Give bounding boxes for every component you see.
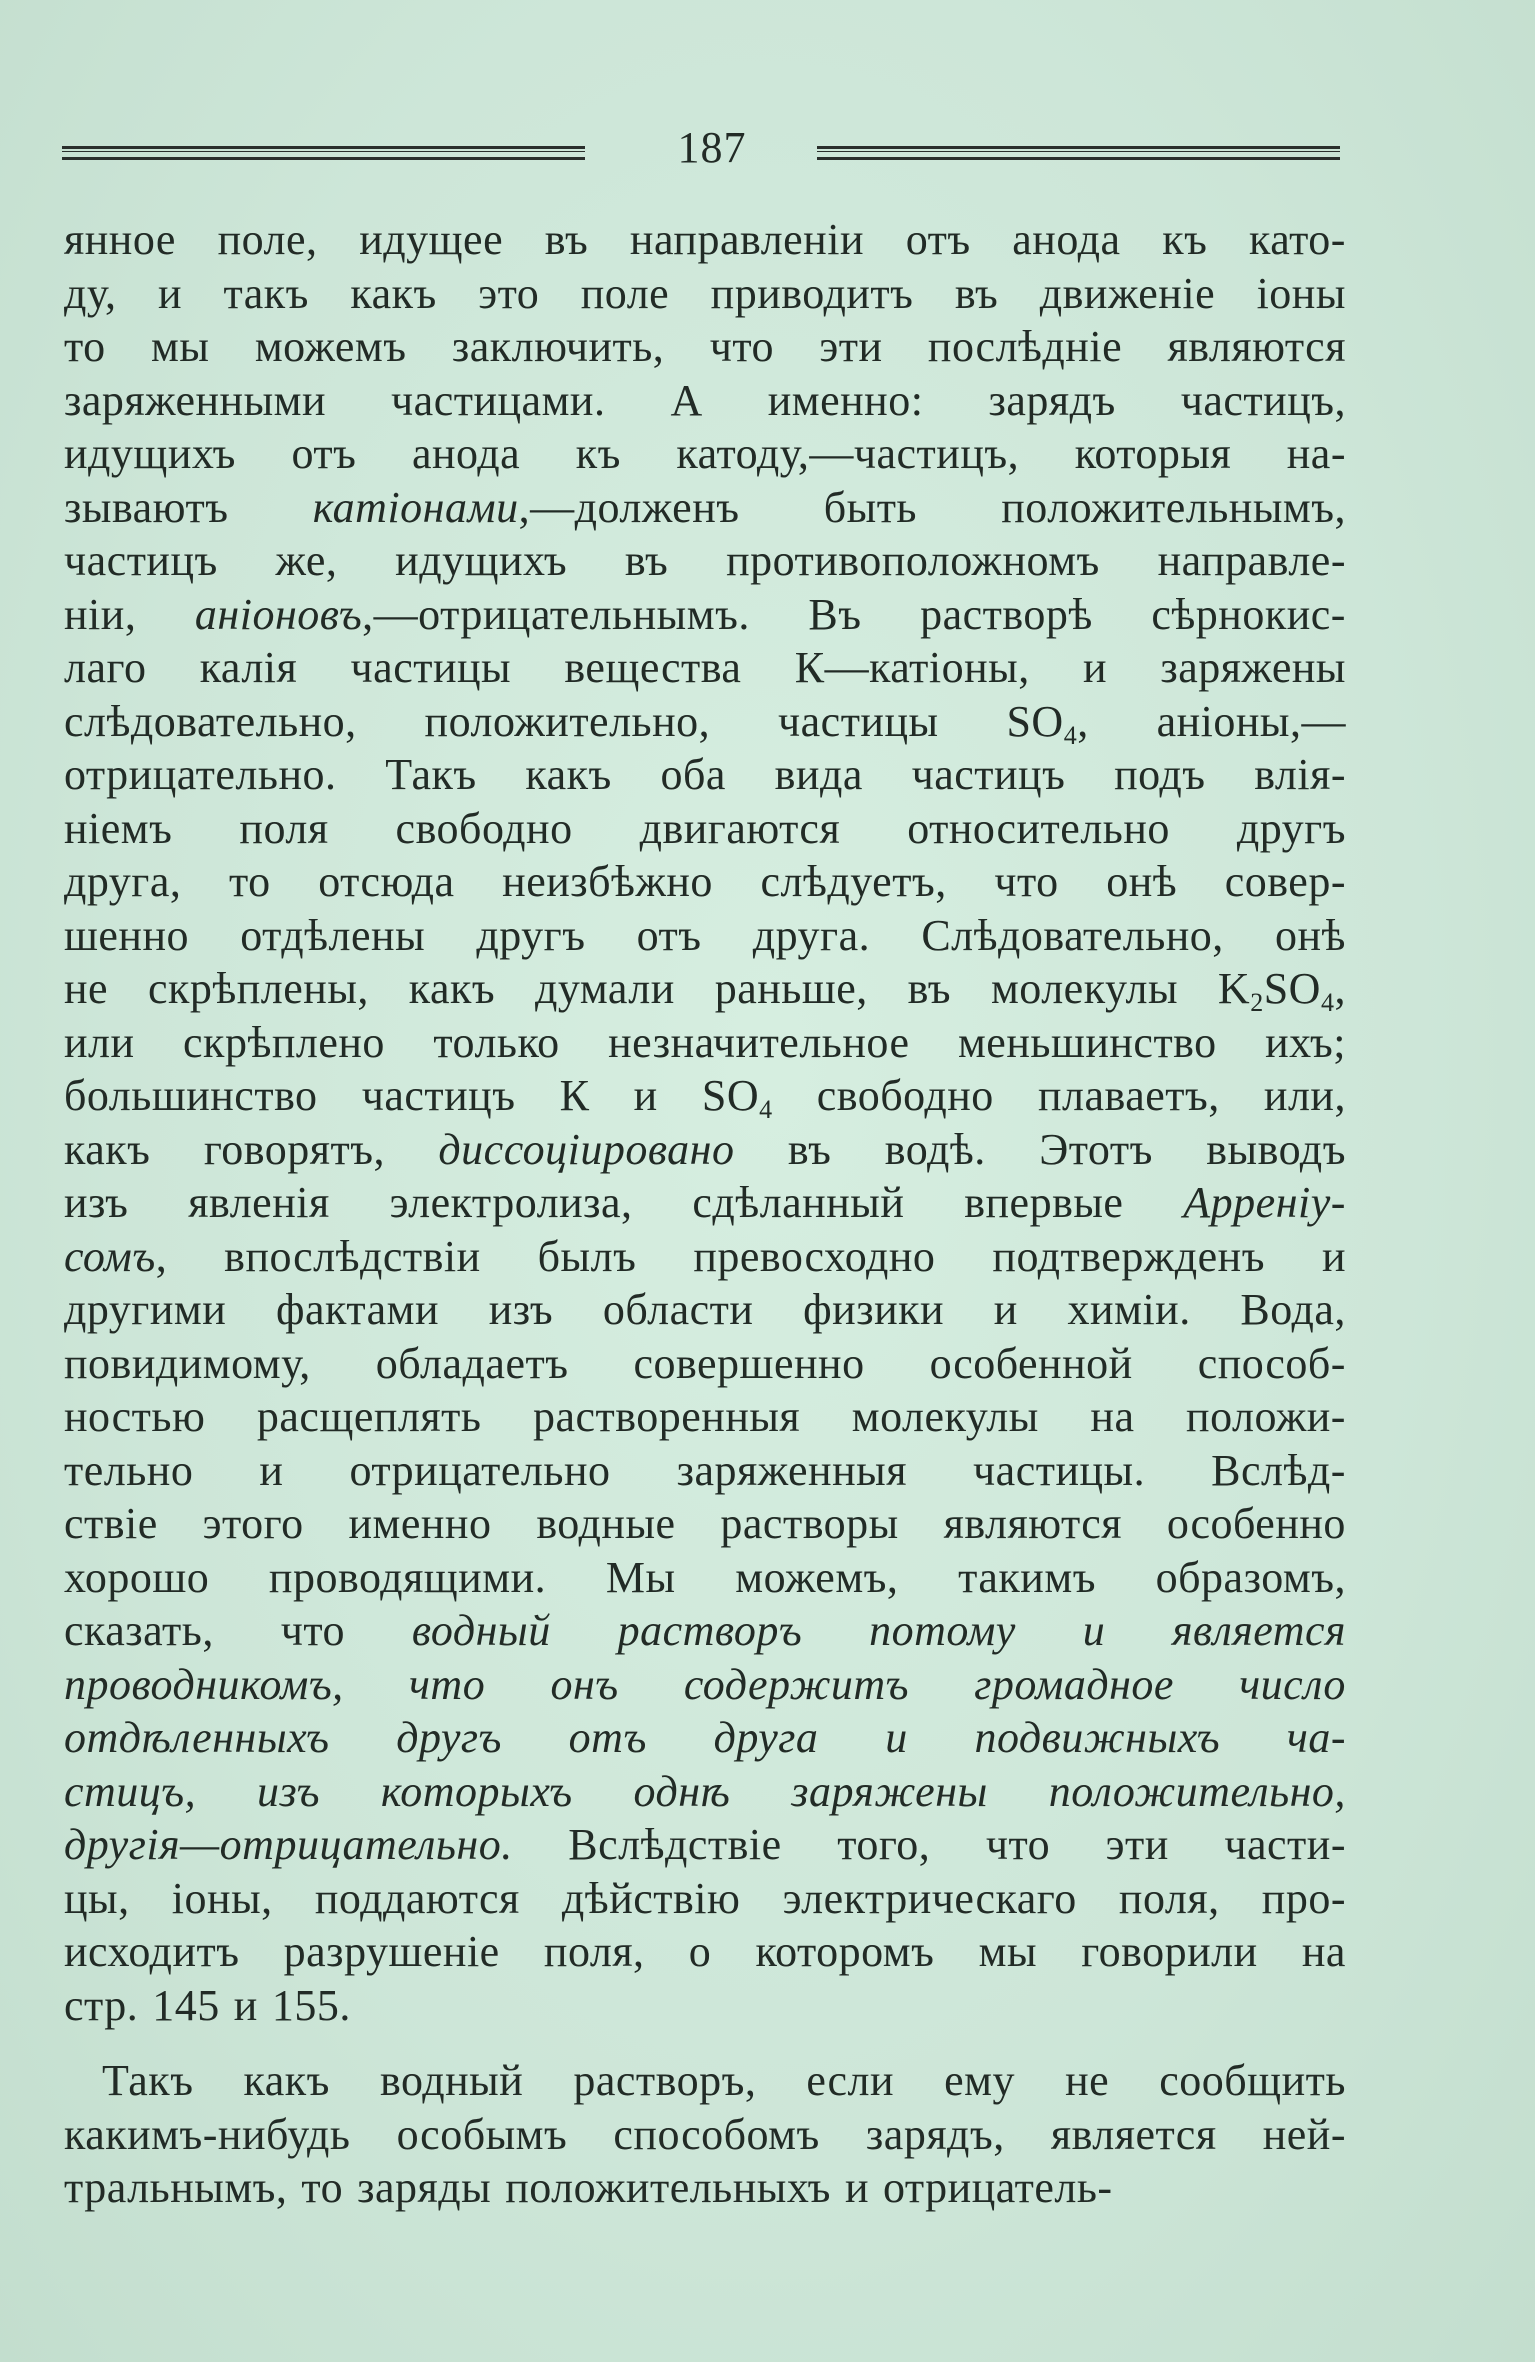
text-line (64, 1069, 1346, 1123)
text-line (64, 909, 1346, 963)
word: совер- (1224, 857, 1346, 906)
word: аніоновъ,—отрицательнымъ. (194, 589, 750, 639)
text-line (64, 1658, 1346, 1712)
word: не (64, 964, 109, 1013)
word: ду, (64, 268, 117, 318)
word: на (1301, 1927, 1346, 1976)
word: говорили (1081, 1927, 1258, 1976)
text-line (64, 1497, 1346, 1551)
word: 145 (152, 1980, 220, 2030)
word: которомъ (755, 1927, 935, 1976)
word: отъ (568, 1713, 647, 1762)
word: хорошо (64, 1552, 210, 1602)
word: поддаются (314, 1873, 520, 1923)
word: являются (943, 1499, 1123, 1548)
text-line (64, 1016, 1346, 1070)
word: былъ (537, 1231, 637, 1281)
word: движеніе (1039, 268, 1216, 318)
word: водный (379, 2056, 524, 2105)
word: проводящими. (268, 1552, 547, 1602)
text-line (64, 1337, 1346, 1391)
text-line (64, 1390, 1346, 1444)
word: разрушеніе (283, 1927, 500, 1976)
word: и (844, 2163, 869, 2212)
word: тельно (64, 1445, 194, 1495)
word: къ (575, 429, 621, 478)
word: особенно (1166, 1499, 1346, 1548)
text-line (64, 481, 1346, 535)
word: ностью (64, 1392, 206, 1441)
word: что (994, 857, 1059, 906)
text-line (64, 1604, 1346, 1658)
word: другъ (1236, 803, 1346, 853)
word: какъ (243, 2056, 330, 2105)
word: лаго (64, 643, 147, 692)
paragraph-gap (64, 2032, 1346, 2054)
word: такимъ (958, 1552, 1096, 1602)
word: впослѣдствіи (224, 1231, 481, 1281)
word: положительно, (1048, 1766, 1346, 1816)
word: какъ (408, 964, 496, 1013)
page-number: 187 (677, 123, 747, 172)
word: повидимому, (64, 1338, 311, 1388)
text-line (64, 1230, 1346, 1284)
word: плаваетъ, (1037, 1071, 1220, 1120)
word: проводникомъ, (64, 1659, 344, 1709)
word: фактами (276, 1285, 440, 1334)
word: и (233, 1980, 258, 2030)
word: молекулы (990, 964, 1179, 1013)
word: и (1082, 1606, 1106, 1655)
word: катіонами,—долженъ (312, 482, 740, 532)
word: химіи. (1067, 1285, 1191, 1334)
word: ствіе (64, 1499, 158, 1548)
word: раньше, (714, 964, 868, 1013)
text-line (64, 2108, 1346, 2162)
word: слѣдовательно, (64, 696, 357, 746)
word: обладаетъ (375, 1338, 569, 1388)
word: заряды (357, 2163, 492, 2212)
text-line (64, 1444, 1346, 1498)
word: сказать, (64, 1606, 214, 1655)
word: именно (348, 1499, 492, 1548)
word: янное (64, 215, 176, 264)
word: друга, (64, 857, 182, 906)
word: можемъ, (735, 1552, 899, 1602)
word: тральнымъ, (64, 2163, 288, 2212)
word: анода (411, 429, 521, 478)
word: подъ (1114, 750, 1206, 799)
word: дѣйствію (561, 1873, 741, 1923)
word: ему (944, 2056, 1016, 2105)
word: является (1050, 2109, 1217, 2159)
word: выводъ (1206, 1124, 1346, 1174)
word: на- (1286, 429, 1346, 478)
word: только (433, 1017, 560, 1067)
word: потому (869, 1606, 1016, 1655)
word: поле (580, 268, 670, 318)
word: что (408, 1659, 486, 1709)
word: направленіи (629, 215, 864, 264)
word: поля (239, 803, 329, 853)
word: не (1065, 2056, 1110, 2105)
word: Вслѣд- (1211, 1445, 1346, 1495)
word: шенно (64, 910, 190, 960)
word: отъ (636, 910, 702, 960)
word: о (688, 1927, 712, 1976)
word: области (602, 1285, 754, 1334)
word: ней- (1262, 2109, 1346, 2159)
word: что (709, 322, 774, 371)
word: положительныхъ (505, 2163, 831, 2212)
word: то (301, 2163, 344, 2212)
word: друга. (752, 910, 871, 960)
word: частицы (778, 696, 939, 746)
word: Вода, (1240, 1285, 1346, 1334)
paragraph (64, 213, 1346, 2032)
word: что (985, 1820, 1051, 1869)
word: превосходно (693, 1231, 936, 1281)
word: 155. (271, 1980, 351, 2030)
text-line (64, 1872, 1346, 1926)
word: ихъ; (1265, 1017, 1346, 1067)
word: и (885, 1713, 908, 1762)
word: однѣ (633, 1766, 731, 1816)
word: особымъ (396, 2109, 568, 2159)
word: ніи, (64, 589, 137, 639)
word: подтвержденъ (992, 1231, 1265, 1281)
word: именно: (767, 375, 924, 425)
word: отсюда (318, 857, 455, 906)
word: идущее (359, 215, 504, 264)
word: особенной (929, 1338, 1133, 1388)
word: неизбѣжно (502, 857, 713, 906)
word: какимъ-нибудь (64, 2109, 351, 2159)
word: изъ (257, 1766, 320, 1816)
word: является (1172, 1606, 1346, 1655)
word: като- (1249, 215, 1346, 264)
word: отрицательно (349, 1445, 611, 1495)
word: іоны (1256, 268, 1346, 318)
word: этого (202, 1499, 304, 1548)
word: и (157, 268, 182, 318)
word: эти (1105, 1820, 1169, 1869)
word: содержитъ (683, 1659, 909, 1709)
word: идущихъ (395, 536, 568, 585)
word: расщеплять (256, 1392, 482, 1441)
word: части- (1224, 1820, 1346, 1869)
word: частицы (350, 643, 512, 692)
word: большинство (64, 1071, 318, 1120)
body-text (64, 213, 1346, 2215)
header-rule-right (817, 146, 1340, 160)
word: являются (1167, 322, 1346, 371)
word: въ (907, 964, 952, 1013)
word: незначительное (608, 1017, 910, 1067)
word: $K_2SO_4$, (1217, 964, 1346, 1017)
text-line (64, 374, 1346, 428)
word: Слѣдовательно, (921, 910, 1224, 960)
word: Вслѣдствіе (568, 1820, 782, 1869)
text-line (64, 1818, 1346, 1872)
word: меньшинство (957, 1017, 1217, 1067)
word: другими (64, 1285, 227, 1334)
text-line (64, 534, 1346, 588)
text-line (64, 802, 1346, 856)
word: въ (624, 536, 669, 585)
header-rule-left (62, 146, 585, 160)
word: направле- (1157, 536, 1346, 585)
word: число (1239, 1659, 1346, 1709)
text-line (64, 1925, 1346, 1979)
word: того, (837, 1820, 931, 1869)
word: физики (803, 1285, 945, 1334)
word: двигаются (639, 803, 841, 853)
word: вещества (564, 643, 742, 692)
text-line (64, 1123, 1346, 1177)
text-line (64, 1765, 1346, 1819)
word: заряжены (1160, 643, 1346, 692)
word: катоду,—частицъ, (676, 429, 1020, 478)
word: зарядъ (988, 375, 1116, 425)
word: то (229, 857, 271, 906)
word: электрическаго (782, 1873, 1077, 1923)
text-line (64, 1979, 1346, 2033)
word: молекулы (851, 1392, 1039, 1441)
word: поля, (1118, 1873, 1220, 1923)
word: ча- (1286, 1713, 1346, 1762)
word: поле, (217, 215, 318, 264)
word: которыхъ (380, 1766, 573, 1816)
word: другъ (396, 1713, 502, 1762)
word: и (993, 1285, 1018, 1334)
word: поля, (543, 1927, 645, 1976)
word: положительнымъ, (1001, 482, 1346, 532)
word: мы (978, 1927, 1037, 1976)
word: громадное (974, 1659, 1174, 1709)
paragraph (64, 2054, 1346, 2215)
word: которыя (1074, 429, 1232, 478)
word: на (1090, 1392, 1135, 1441)
word: оба (660, 750, 726, 799)
page-header (62, 120, 1340, 180)
word: Этотъ (1039, 1124, 1153, 1174)
word: если (806, 2056, 895, 2105)
text-line (64, 588, 1346, 642)
word: же, (275, 536, 338, 585)
word: $SO_4$ (701, 1071, 773, 1124)
word: электролиза, (389, 1178, 633, 1227)
word: и (633, 1071, 658, 1120)
word: сомъ, (64, 1231, 168, 1281)
word: частицъ, (1180, 375, 1346, 425)
word: стр. (64, 1980, 139, 2030)
word: относительно (907, 803, 1170, 853)
word: скрѣплено (183, 1017, 385, 1067)
word: отъ (291, 429, 357, 478)
text-line (64, 1711, 1346, 1765)
word: исходитъ (64, 1927, 240, 1976)
word: образомъ, (1155, 1552, 1346, 1602)
word: другъ (476, 910, 586, 960)
word: частицами. (391, 375, 606, 425)
text-line (64, 855, 1346, 909)
word: отъ (905, 215, 971, 264)
word: скрѣплены, (147, 964, 369, 1013)
word: влія- (1254, 750, 1346, 799)
word: идущихъ (64, 429, 236, 478)
word: частицъ (911, 750, 1066, 799)
word: какъ (64, 1124, 151, 1174)
word: сдѣланный (692, 1178, 905, 1227)
word: это (478, 268, 540, 318)
word: зываютъ (64, 482, 229, 532)
word: или, (1263, 1071, 1346, 1120)
word: думали (535, 964, 675, 1013)
word: растворѣ (920, 589, 1093, 639)
word: заряженныя (676, 1445, 907, 1495)
word: совершенно (633, 1338, 865, 1388)
text-line (64, 427, 1346, 481)
text-line (64, 1283, 1346, 1337)
word: какъ (525, 750, 612, 799)
word: положительно, (424, 696, 711, 746)
word: подвижныхъ (974, 1713, 1221, 1762)
word: въ (544, 215, 589, 264)
text-line (64, 1176, 1346, 1230)
text-line (64, 320, 1346, 374)
word: отдѣленныхъ (64, 1713, 330, 1762)
text-line (64, 748, 1346, 802)
word: частицъ (361, 1071, 516, 1120)
word: растворы (720, 1499, 899, 1548)
word: водѣ. (884, 1124, 986, 1174)
word: эти (819, 322, 883, 371)
word: онѣ (1275, 910, 1346, 960)
word: говорятъ, (203, 1124, 385, 1174)
word: частицы. (973, 1445, 1146, 1495)
word: то (64, 322, 106, 371)
word: какъ (350, 268, 437, 318)
word: зарядъ, (865, 2109, 1005, 2159)
word: такъ (223, 268, 309, 318)
word: изъ (488, 1285, 554, 1334)
text-line (64, 641, 1346, 695)
word: анода (1012, 215, 1121, 264)
word: способ- (1197, 1338, 1346, 1388)
word: сѣрнокис- (1151, 589, 1346, 639)
text-line (64, 267, 1346, 321)
text-line (64, 213, 1346, 267)
word: іоны, (171, 1873, 273, 1923)
word: цы, (64, 1873, 130, 1923)
word: отрицатель- (882, 2163, 1113, 2212)
word: сообщить (1159, 2056, 1346, 2105)
word: вида (774, 750, 863, 799)
word: заключить, (451, 322, 665, 371)
word: можемъ (254, 322, 407, 371)
word: свободно (395, 803, 573, 853)
word: $SO_4$, (1006, 696, 1089, 750)
text-line (64, 2054, 1346, 2108)
word: Мы (605, 1552, 676, 1602)
word: Арреніу- (1183, 1178, 1346, 1227)
text-line (64, 1551, 1346, 1605)
word: слѣдуетъ, (760, 857, 947, 906)
word: ніемъ (64, 803, 173, 853)
word: способомъ (613, 2109, 820, 2159)
word: заряжены (791, 1766, 988, 1816)
word: мы (151, 322, 210, 371)
word: положи- (1186, 1392, 1346, 1441)
word: въ (954, 268, 999, 318)
word: К—катіоны, (794, 643, 1030, 692)
word: заряженными (64, 375, 327, 425)
word: водный (411, 1606, 551, 1655)
word: онѣ (1106, 857, 1178, 906)
word: противоположномъ (726, 536, 1100, 585)
word: Въ (808, 589, 862, 639)
word: свободно (816, 1071, 994, 1120)
word: диссоціировано (438, 1124, 735, 1174)
word: растворъ, (573, 2056, 757, 2105)
word: К (559, 1071, 590, 1120)
word: про- (1261, 1873, 1346, 1923)
word: водные (536, 1499, 676, 1548)
word: впервые (964, 1178, 1124, 1227)
word: отрицательно. (64, 750, 337, 799)
text-line (64, 695, 1346, 749)
word: и (1321, 1231, 1346, 1281)
word: что (280, 1606, 345, 1655)
text-line (64, 2161, 1346, 2215)
word: А (670, 375, 703, 425)
word: приводитъ (710, 268, 914, 318)
word: послѣдніе (927, 322, 1123, 371)
word: быть (823, 482, 917, 532)
text-line (64, 962, 1346, 1016)
word: стицъ, (64, 1766, 197, 1816)
word: или (64, 1017, 135, 1067)
word: другія—отрицательно. (64, 1820, 513, 1869)
word: въ (787, 1124, 832, 1174)
word: Такъ (385, 750, 477, 799)
word: и (1083, 643, 1108, 692)
word: явленія (188, 1178, 330, 1227)
word: изъ (64, 1178, 129, 1227)
word: калія (199, 643, 298, 692)
word: и (259, 1445, 284, 1495)
word: друга (713, 1713, 819, 1762)
word: аніоны,— (1156, 696, 1346, 746)
word: растворъ (617, 1606, 803, 1655)
word: къ (1162, 215, 1208, 264)
word: частицъ (64, 536, 218, 585)
word: Такъ (102, 2056, 194, 2105)
word: растворенныя (532, 1392, 801, 1441)
word: онъ (550, 1659, 619, 1709)
word: отдѣлены (240, 910, 426, 960)
